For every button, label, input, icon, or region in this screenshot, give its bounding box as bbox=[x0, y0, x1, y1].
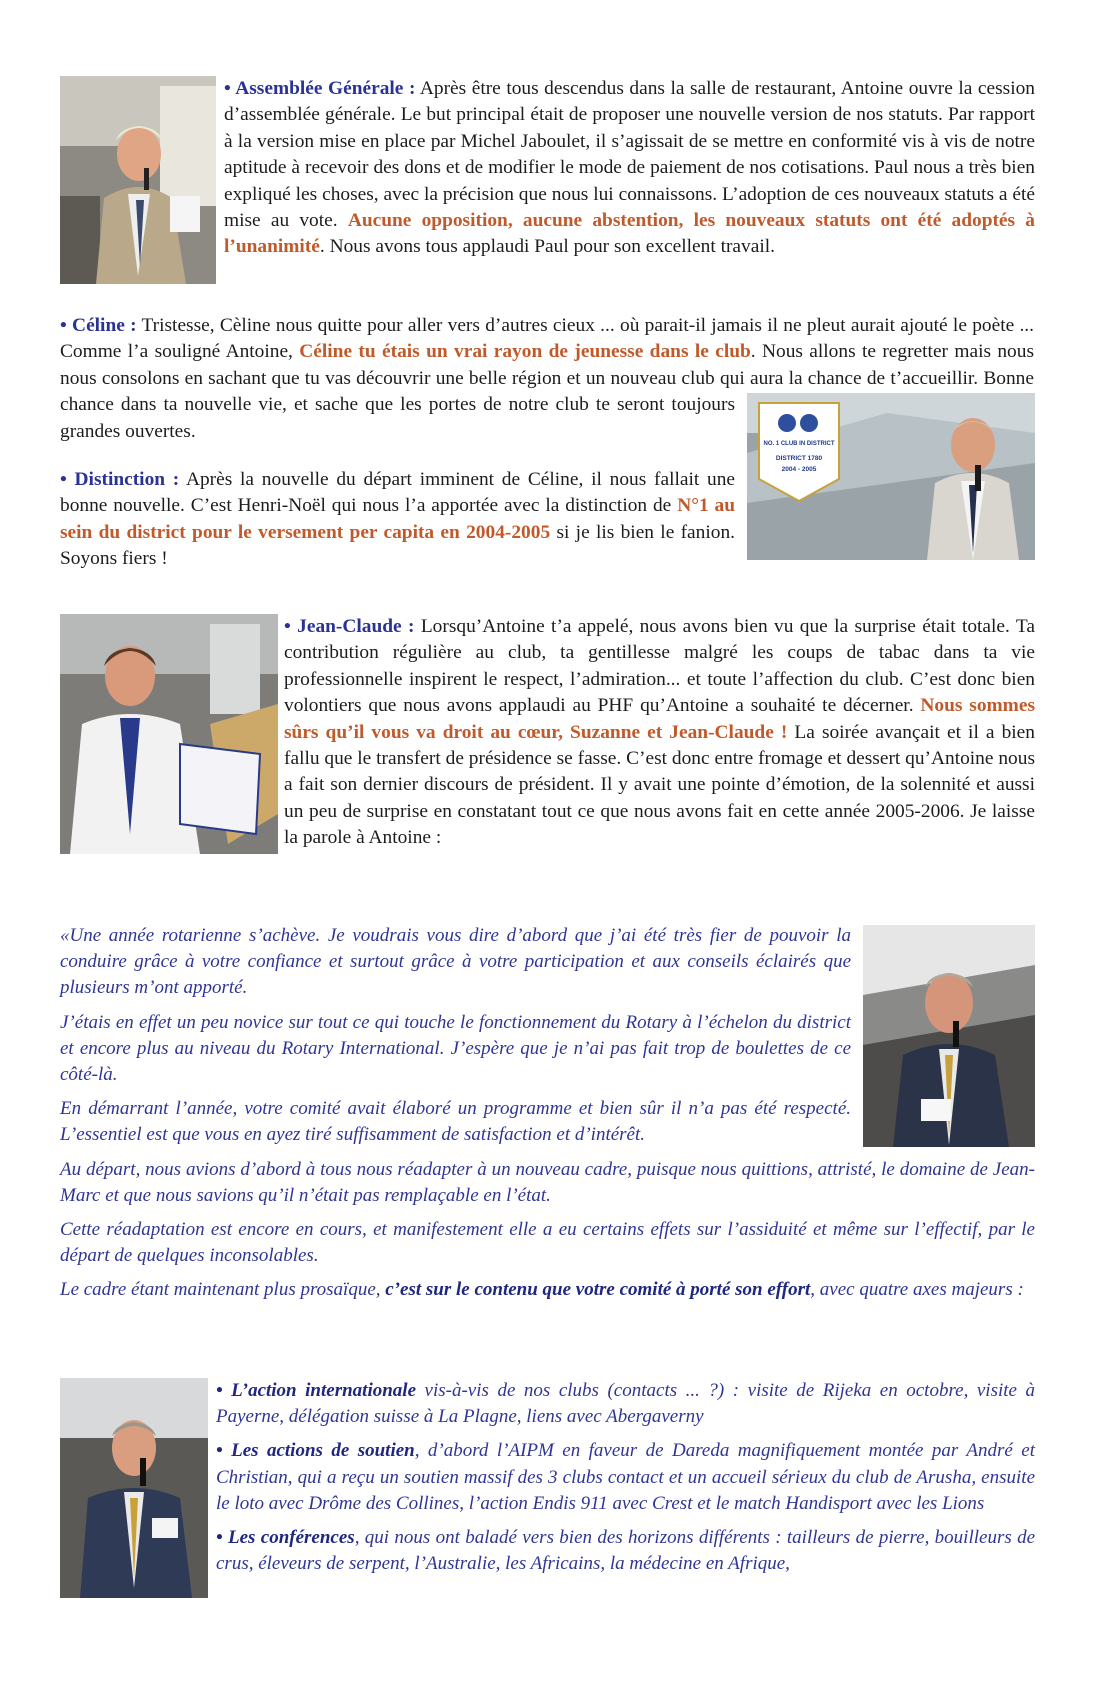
highlight-celine: Céline tu étais un vrai rayon de jeunesse dans le club bbox=[299, 341, 751, 363]
text-jeanclaude-2: La soirée avançait et il a bien fallu que le transfert de présidence se fasse. C’est donc entre fromage et dessert qu’Antoine nous a fait son dernier discours de président. Il y avait une pointe d’émotion, de la solennité et aussi un peu de surprise en constatant tout ce que nous avons fait en cette année 2005-2006. Je laisse la parole à Antoine : bbox=[284, 721, 1035, 849]
speech-p6-end: , avec quatre axes majeurs : bbox=[810, 1279, 1024, 1301]
section-axes bbox=[60, 1378, 1035, 1602]
photo-jeanclaude-certificate bbox=[60, 614, 278, 854]
speech-p6-start: Le cadre étant maintenant plus prosaïque, bbox=[60, 1279, 386, 1301]
highlight-assemblee: Aucune opposition, aucune abstention, les nouveaux statuts ont été adoptés à l’unanimité bbox=[224, 210, 1035, 258]
banner-line-1: NO. 1 CLUB IN DISTRICT bbox=[763, 441, 835, 447]
text-celine-1: Tristesse, Cèline nous quitte pour aller vers d’autres cieux ... où parait-il jamais il ne pleut aurait ajouté le poète ... Comme l’a souligné Antoine, bbox=[60, 315, 1034, 363]
axis-text-conferences: , qui nous ont baladé vers bien des horizons différents : tailleurs de pierre, bouilleurs de crus, éleveurs de serpent, l’Australie, les Africains, la médecine en Afrique, bbox=[216, 1527, 1036, 1575]
axis-label-international: • L’action internationale bbox=[216, 1380, 417, 1401]
photo-antoine-speech bbox=[863, 925, 1035, 1147]
axis-text-soutien: , d’abord l’AIPM en faveur de Dareda magnifiquement montée par André et Christian, qui a reçu un soutien massif des 3 clubs contact et un accueil sérieux du club de Arusha, ensuite le loto avec Drôme des Collines, l’action Endis 911 avec Crest et le match Handisport avec les Lions bbox=[216, 1440, 1035, 1514]
text-celine-2: . Nous allons te regretter mais nous nous consolons en sachant que tu vas découvrir une belle région et un nouveau club qui aura la chance de t’accueillir. Bonne chance dans ta nouvelle vie, et sache que les portes de notre club te seront toujours grandes ouvertes. bbox=[60, 341, 1034, 442]
label-distinction: • Distinction : bbox=[60, 469, 180, 491]
axis-label-conferences: • Les conférences bbox=[216, 1527, 355, 1549]
speech-paragraph-6 bbox=[60, 1277, 1035, 1303]
section-speech bbox=[60, 923, 1035, 1304]
speech-paragraph-3: En démarrant l’année, votre comité avait élaboré un programme et bien sûr il n’a pas été respecté. L’essentiel est que vous en ayez tiré suffisamment de satisfaction et d’intérêt. bbox=[60, 1098, 851, 1146]
photo-speaker-axes bbox=[60, 1378, 208, 1598]
section-celine-distinction bbox=[60, 313, 1035, 573]
axis-label-soutien: • Les actions de soutien bbox=[216, 1440, 415, 1462]
banner-line-3: 2004 - 2005 bbox=[781, 466, 817, 473]
text-assemblee-2: . Nous avons tous applaudi Paul pour son excellent travail. bbox=[319, 236, 775, 258]
speech-paragraph-2: J’étais en effet un peu novice sur tout ce qui touche le fonctionnement du Rotary à l’échelon du district et encore plus au niveau du Rotary International. J’espère que je n’ai pas fait trop de boulettes de ce côté-là. bbox=[60, 1011, 851, 1086]
axis-text-international: vis-à-vis de nos clubs (contacts ... ?) : visite de Rijeka en octobre, visite à Payerne, délégation suisse à La Plagne, liens avec Abergaverny bbox=[216, 1380, 1035, 1428]
text-jeanclaude-1: Lorsqu’Antoine t’a appelé, nous avons bien vu que la surprise était totale. Ta contribution régulière au club, ta gentillesse malgré les coups de tabac dans ta vie professionnelle inspirent le respect, l’admiration... et toute l’affection du club. C’est donc bien volontiers que nous avons applaudi au PHF qu’Antoine a souhaité te décerner. bbox=[284, 616, 1035, 717]
label-jeanclaude: • Jean-Claude : bbox=[284, 616, 415, 637]
highlight-distinction: N°1 au sein du district pour le versement per capita en 2004-2005 bbox=[60, 495, 736, 543]
photo-banner-holder bbox=[747, 393, 1035, 560]
text-distinction-1: Après la nouvelle du départ imminent de Céline, il nous fallait une bonne nouvelle. C’est Henri-Noël qui nous l’a apportée avec la distinction de bbox=[60, 469, 736, 517]
highlight-jeanclaude: Nous sommes sûrs qu’il vous va droit au cœur, Suzanne et Jean-Claude ! bbox=[284, 695, 1035, 743]
speech-paragraph-4: Au départ, nous avions d’abord à tous nous réadapter à un nouveau cadre, puisque nous quittions, attristé, le domaine de Jean-Marc et que nous savions qu’il n’était pas remplaçable en l’état. bbox=[60, 1158, 1035, 1206]
section-assemblee bbox=[60, 76, 1035, 288]
text-distinction-2: si je lis bien le fanion. Soyons fiers ! bbox=[60, 521, 735, 570]
text-assemblee-1: Après être tous descendus dans la salle de restaurant, Antoine ouvre la cession d’assemblée générale. Le but principal était de proposer une nouvelle version de nos statuts. Par rapport à la version mise en place par Michel Jaboulet, il s’agissait de se mettre en conformité vis à vis de notre aptitude à recevoir des dons et de modifier le mode de paiement de nos cotisations. Paul nous a très bien expliqué les choses, avec la précision que nous lui connaissons. L’adoption de ces nouveaux statuts a été mise au vote. bbox=[224, 78, 1035, 232]
label-assemblee: • Assemblée Générale : bbox=[224, 78, 416, 99]
speech-paragraph-5: Cette réadaptation est encore en cours, et manifestement elle a eu certains effets sur l’assiduité et même sur l’effectif, par le départ de quelques inconsolables. bbox=[60, 1219, 1035, 1267]
label-celine: • Céline : bbox=[60, 315, 137, 336]
speech-p6-emphasis: c’est sur le contenu que votre comité à porté son effort bbox=[385, 1279, 811, 1301]
photo-speaker-assemblee bbox=[60, 76, 216, 284]
banner-line-2: DISTRICT 1780 bbox=[775, 455, 823, 462]
speech-paragraph-1: «Une année rotarienne s’achève. Je voudrais vous dire d’abord que j’ai été très fier de pouvoir la conduire grâce à votre confiance et surtout grâce à votre participation et aux conseils éclairés que plusieurs m’ont apporté. bbox=[60, 925, 851, 999]
